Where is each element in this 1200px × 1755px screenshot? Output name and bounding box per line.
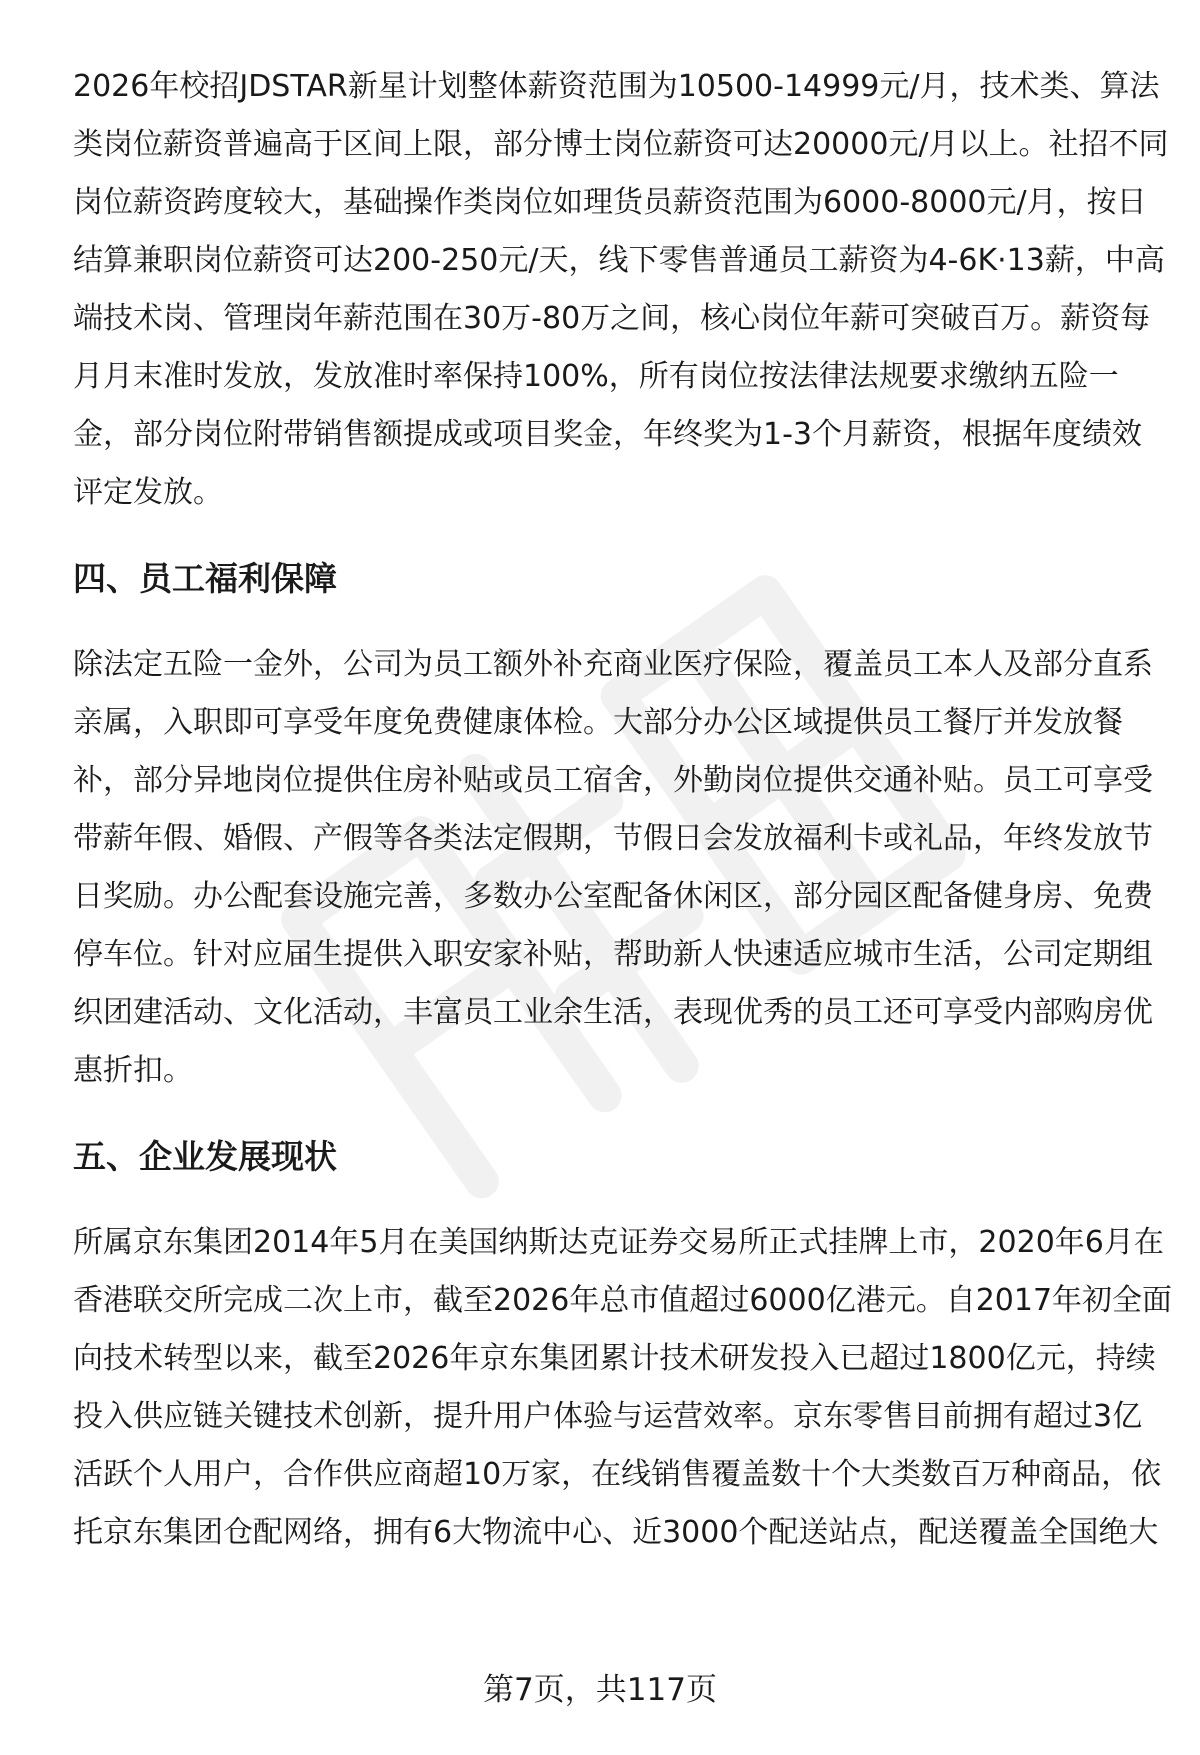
salary-line: 金，部分岗位附带销售额提成或项目奖金，年终奖为1-3个月薪资，根据年度绩效: [73, 417, 1142, 452]
development-line: 托京东集团仓配网络，拥有6大物流中心、近3000个配送站点，配送覆盖全国绝大: [73, 1515, 1159, 1550]
salary-line: 结算兼职岗位薪资可达200-250元/天，线下零售普通员工薪资为4-6K·13薪，中高: [73, 243, 1165, 278]
salary-line: 评定发放。: [73, 475, 223, 510]
benefits-line: 亲属，入职即可享受年度免费健康体检。大部分办公区域提供员工餐厅并发放餐: [73, 705, 1123, 740]
benefits-line: 织团建活动、文化活动，丰富员工业余生活，表现优秀的员工还可享受内部购房优: [73, 995, 1153, 1030]
salary-line: 月月末准时发放，发放准时率保持100%，所有岗位按法律法规要求缴纳五险一: [73, 359, 1119, 394]
development-line: 香港联交所完成二次上市，截至2026年总市值超过6000亿港元。自2017年初全面: [73, 1283, 1173, 1318]
benefits-line: 带薪年假、婚假、产假等各类法定假期，节假日会发放福利卡或礼品，年终发放节: [73, 821, 1153, 856]
benefits-line: 补，部分异地岗位提供住房补贴或员工宿舍，外勤岗位提供交通补贴。员工可享受: [73, 763, 1153, 798]
salary-paragraph: [73, 58, 1169, 522]
development-line: 投入供应链关键技术创新，提升用户体验与运营效率。京东零售目前拥有超过3亿: [73, 1399, 1143, 1434]
salary-line: 岗位薪资跨度较大，基础操作类岗位如理货员薪资范围为6000-8000元/月，按日: [73, 185, 1147, 220]
benefits-paragraph: [73, 636, 1153, 1100]
development-line: 向技术转型以来，截至2026年京东集团累计技术研发投入已超过1800亿元，持续: [73, 1341, 1156, 1376]
development-line: 所属京东集团2014年5月在美国纳斯达克证券交易所正式挂牌上市，2020年6月在: [73, 1225, 1164, 1260]
benefits-line: 惠折扣。: [73, 1053, 193, 1088]
benefits-line: 停车位。针对应届生提供入职安家补贴，帮助新人快速适应城市生活，公司定期组: [73, 937, 1153, 972]
salary-line: 2026年校招JDSTAR新星计划整体薪资范围为10500-14999元/月，技术类、算法: [73, 69, 1160, 104]
document-body: [73, 58, 1173, 1562]
development-heading: 五、企业发展现状: [73, 1137, 337, 1176]
development-line: 活跃个人用户，合作供应商超10万家，在线销售覆盖数十个大类数百万种商品，依: [73, 1457, 1162, 1492]
benefits-line: 日奖励。办公配套设施完善，多数办公室配备休闲区，部分园区配备健身房、免费: [73, 879, 1153, 914]
page-number: 第7页，共117页: [483, 1672, 717, 1708]
benefits-line: 除法定五险一金外，公司为员工额外补充商业医疗保险，覆盖员工本人及部分直系: [73, 647, 1153, 682]
benefits-heading: 四、员工福利保障: [73, 559, 337, 598]
development-paragraph: [73, 1214, 1173, 1562]
salary-line: 端技术岗、管理岗年薪范围在30万-80万之间，核心岗位年薪可突破百万。薪资每: [73, 301, 1151, 336]
salary-line: 类岗位薪资普遍高于区间上限，部分博士岗位薪资可达20000元/月以上。社招不同: [73, 127, 1169, 162]
